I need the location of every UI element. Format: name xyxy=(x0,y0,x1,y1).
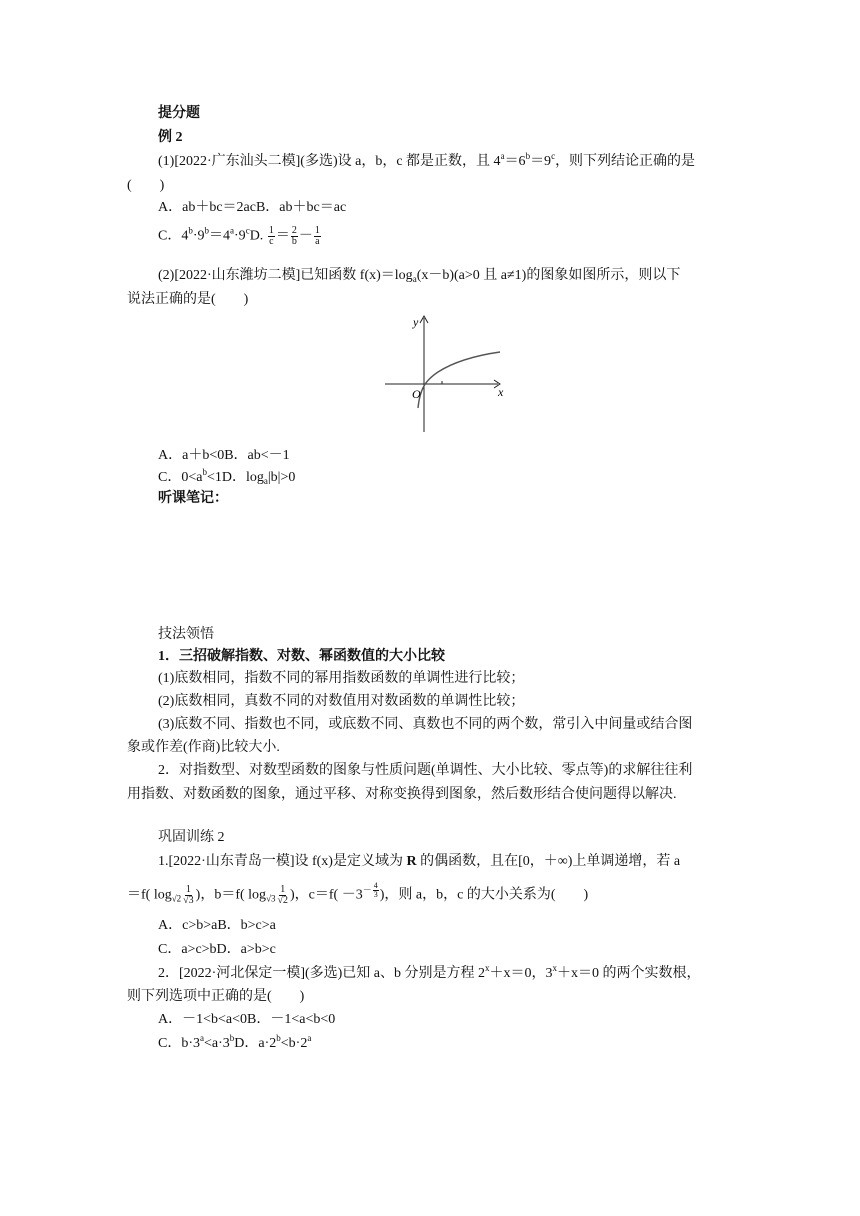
practice-q1-options-cd: C．a>c>bD．a>b>c xyxy=(158,942,276,957)
practice-q1-line1: 1.[2022·山东青岛一模]设 f(x)是定义域为 R 的偶函数，且在[0，＋∞)上单调递增，若 a xyxy=(158,854,681,869)
q1-answer-paren: ( ) xyxy=(127,178,165,193)
q2-stem-line1: (2)[2022·山东潍坊二模]已知函数 $f(x)=\log_a(x-b)(a>0$ 且 a≠1)的图象如图所示，则以下 xyxy=(158,268,681,284)
q2-options-ab: A．a＋b<0B．ab<－1 xyxy=(158,448,290,463)
q2-options-cd: C．$0<a^b<1D$．$\log_a|b|>0$ xyxy=(158,467,296,486)
tips-item1-2: (2)底数相同，真数不同的对数值用对数函数的单调性比较； xyxy=(158,694,525,709)
practice-q1-line2: ＝f( $\log_{√2}$ $\frac{1}{√3}$ )，b＝f( $\log_{√3}$ $\frac{1}{√2}$ )，$c=f( -3^{- \frac{4}{3}}$ )，则 a，b，c 的大小关系为( ) xyxy=(127,881,589,906)
fraction-1-over-sqrt3: $\frac{1}{√3}$ xyxy=(183,883,194,906)
fraction-1-over-c: $\frac{1}{c}$ xyxy=(268,225,274,247)
x-axis-label: x xyxy=(498,385,504,399)
q1-options-ab: A．ab＋bc＝2acB．ab＋bc＝ac xyxy=(158,200,347,215)
y-axis-label: y xyxy=(413,315,419,329)
practice-q2-line2: 则下列选项中正确的是( ) xyxy=(127,989,305,1004)
q1-stem-line1: (1)[2022·广东汕头二模](多选)设 a，b，c 都是正数，且 $4^a=6^b=9^c$，则下列结论正确的是 xyxy=(158,151,696,169)
notes-label: 听课笔记： xyxy=(158,491,228,506)
fraction-1-over-sqrt2: $\frac{1}{√2}$ xyxy=(277,883,289,906)
fraction-1-over-a: $\frac{1}{a}$ xyxy=(314,225,320,247)
practice-q2-options-ab: A．－1<b<a<0B．－1<a<b<0 xyxy=(158,1012,336,1027)
tips-item1-3a: (3)底数不同、指数也不同，或底数不同、真数也不同的两个数，常引入中间量或结合图 xyxy=(158,717,693,732)
tips-item1-1: (1)底数相同，指数不同的幂用指数函数的单调性进行比较； xyxy=(158,671,525,686)
q1-options-cd: C．$4^b\cdot 9^b=4^a\cdot 9^cD$. $\frac{1}{c}$ ＝ $\frac{2}{b}$ － $\frac{1}{a}$ xyxy=(158,225,320,247)
fraction-2-over-b: $\frac{2}{b}$ xyxy=(291,225,297,247)
origin-label: O xyxy=(412,387,421,401)
exponent-fraction-4-3: $\frac{4}{3}$ xyxy=(373,881,378,899)
q2-stem-line2: 说法正确的是( ) xyxy=(127,292,249,307)
example-label: 例 2 xyxy=(158,130,183,145)
tips-item2b: 用指数、对数函数的图象，通过平移、对称变换得到图象，然后数形结合使问题得以解决. xyxy=(127,787,677,802)
tips-item1-3b: 象或作差(作商)比较大小. xyxy=(127,740,280,755)
practice-title: 巩固训练 2 xyxy=(158,830,225,845)
section-heading: 提分题 xyxy=(158,106,200,121)
practice-q1-options-ab: A．c>b>aB．b>c>a xyxy=(158,918,276,933)
practice-q2-line1: 2．[2022·河北保定一模](多选)已知 a、b 分别是方程 $2^x+x=0$，$3^x+x=0$ 的两个实数根， xyxy=(158,963,701,981)
practice-q2-options-cd: C．$b\cdot 3^a<a\cdot 3^bD$．$a\cdot 2^b<b\cdot 2^a$ xyxy=(158,1033,312,1051)
tips-item1-title: 1．三招破解指数、对数、幂函数值的大小比较 xyxy=(158,649,445,664)
tips-item2a: 2．对指数型、对数型函数的图象与性质问题(单调性、大小比较、零点等)的求解往往利 xyxy=(158,763,693,778)
log-function-graph xyxy=(380,312,510,436)
curve xyxy=(418,352,500,408)
tips-title: 技法领悟 xyxy=(158,627,214,642)
